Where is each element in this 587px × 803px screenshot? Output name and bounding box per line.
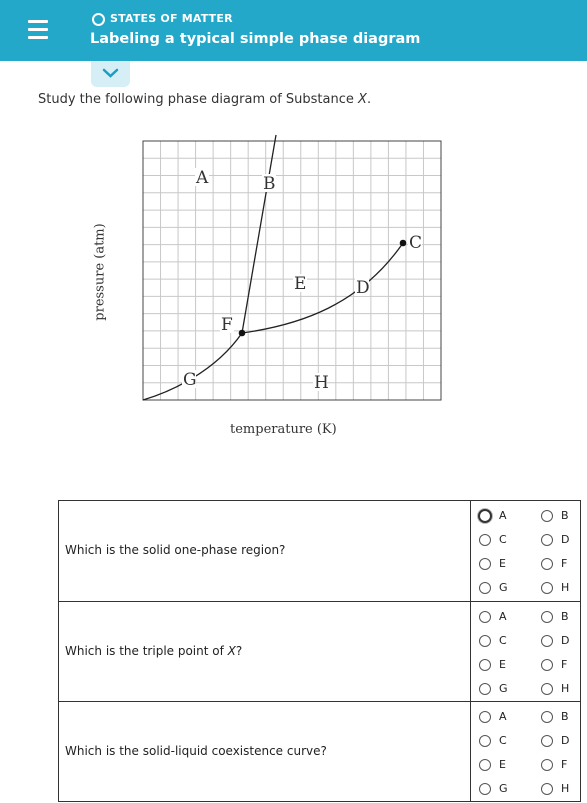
option-label: G <box>499 581 508 594</box>
radio-icon[interactable] <box>479 659 491 671</box>
option-label: E <box>499 658 506 671</box>
radio-icon[interactable] <box>479 582 491 594</box>
radio-icon[interactable] <box>541 582 553 594</box>
radio-icon[interactable] <box>541 534 553 546</box>
option-label: H <box>561 581 570 594</box>
option-label: D <box>561 634 570 647</box>
radio-icon[interactable] <box>479 534 491 546</box>
question-text: Which is the solid one-phase region? <box>65 543 286 557</box>
radio-icon[interactable] <box>541 659 553 671</box>
diagram-label-e: E <box>294 274 307 294</box>
option-label: G <box>499 682 508 695</box>
diagram-label-h: H <box>314 373 329 393</box>
option-label: B <box>561 710 569 723</box>
radio-icon[interactable] <box>541 759 553 771</box>
radio-icon[interactable] <box>541 510 553 522</box>
option-label: A <box>499 509 507 522</box>
topic-label: STATES OF MATTER <box>110 12 233 25</box>
radio-icon[interactable] <box>479 635 491 647</box>
diagram-label-c: C <box>409 233 423 253</box>
radio-icon[interactable] <box>479 783 491 795</box>
option-label: G <box>499 782 508 795</box>
option-label: B <box>561 610 569 623</box>
divider <box>470 702 471 802</box>
option-label: H <box>561 682 570 695</box>
question-table <box>58 500 581 802</box>
diagram-grid <box>143 141 441 400</box>
radio-icon[interactable] <box>541 783 553 795</box>
option-label: F <box>561 557 568 570</box>
radio-icon[interactable] <box>479 735 491 747</box>
option-label: H <box>561 782 570 795</box>
triple-point-marker <box>239 330 246 337</box>
option-label: A <box>499 610 507 623</box>
option-label: F <box>561 758 568 771</box>
diagram-label-d: D <box>356 278 370 298</box>
radio-icon[interactable] <box>541 711 553 723</box>
radio-icon[interactable] <box>479 611 491 623</box>
radio-icon[interactable] <box>541 735 553 747</box>
divider <box>470 602 471 702</box>
option-label: C <box>499 634 507 647</box>
divider <box>470 501 471 601</box>
solid-liquid-curve <box>242 135 276 333</box>
radio-icon[interactable] <box>541 611 553 623</box>
radio-icon[interactable] <box>541 635 553 647</box>
diagram-label-g: G <box>183 370 197 390</box>
question-row <box>59 501 580 601</box>
diagram-label-b: B <box>263 174 276 194</box>
question-row <box>59 601 580 702</box>
question-text: Which is the triple point of X? <box>65 644 243 658</box>
page-title: Labeling a typical simple phase diagram <box>90 31 421 47</box>
diagram-label-f: F <box>221 315 233 335</box>
option-label: D <box>561 734 570 747</box>
question-text: Which is the solid-liquid coexistence curve? <box>65 744 327 758</box>
radio-icon[interactable] <box>479 711 491 723</box>
option-label: C <box>499 533 507 546</box>
radio-icon[interactable] <box>478 509 492 523</box>
option-label: C <box>499 734 507 747</box>
question-row <box>59 701 580 802</box>
x-axis-label: temperature (K) <box>230 422 337 437</box>
radio-icon[interactable] <box>479 759 491 771</box>
option-label: D <box>561 533 570 546</box>
diagram-label-a: A <box>196 168 209 188</box>
option-label: B <box>561 509 569 522</box>
radio-icon[interactable] <box>541 558 553 570</box>
critical-point-marker <box>400 240 407 247</box>
option-label: F <box>561 658 568 671</box>
radio-icon[interactable] <box>541 683 553 695</box>
option-label: E <box>499 557 506 570</box>
diagram-frame <box>143 141 441 400</box>
instruction-text: Study the following phase diagram of Substance X. <box>38 92 372 107</box>
radio-icon[interactable] <box>479 558 491 570</box>
option-label: E <box>499 758 506 771</box>
option-label: A <box>499 710 507 723</box>
radio-icon[interactable] <box>479 683 491 695</box>
